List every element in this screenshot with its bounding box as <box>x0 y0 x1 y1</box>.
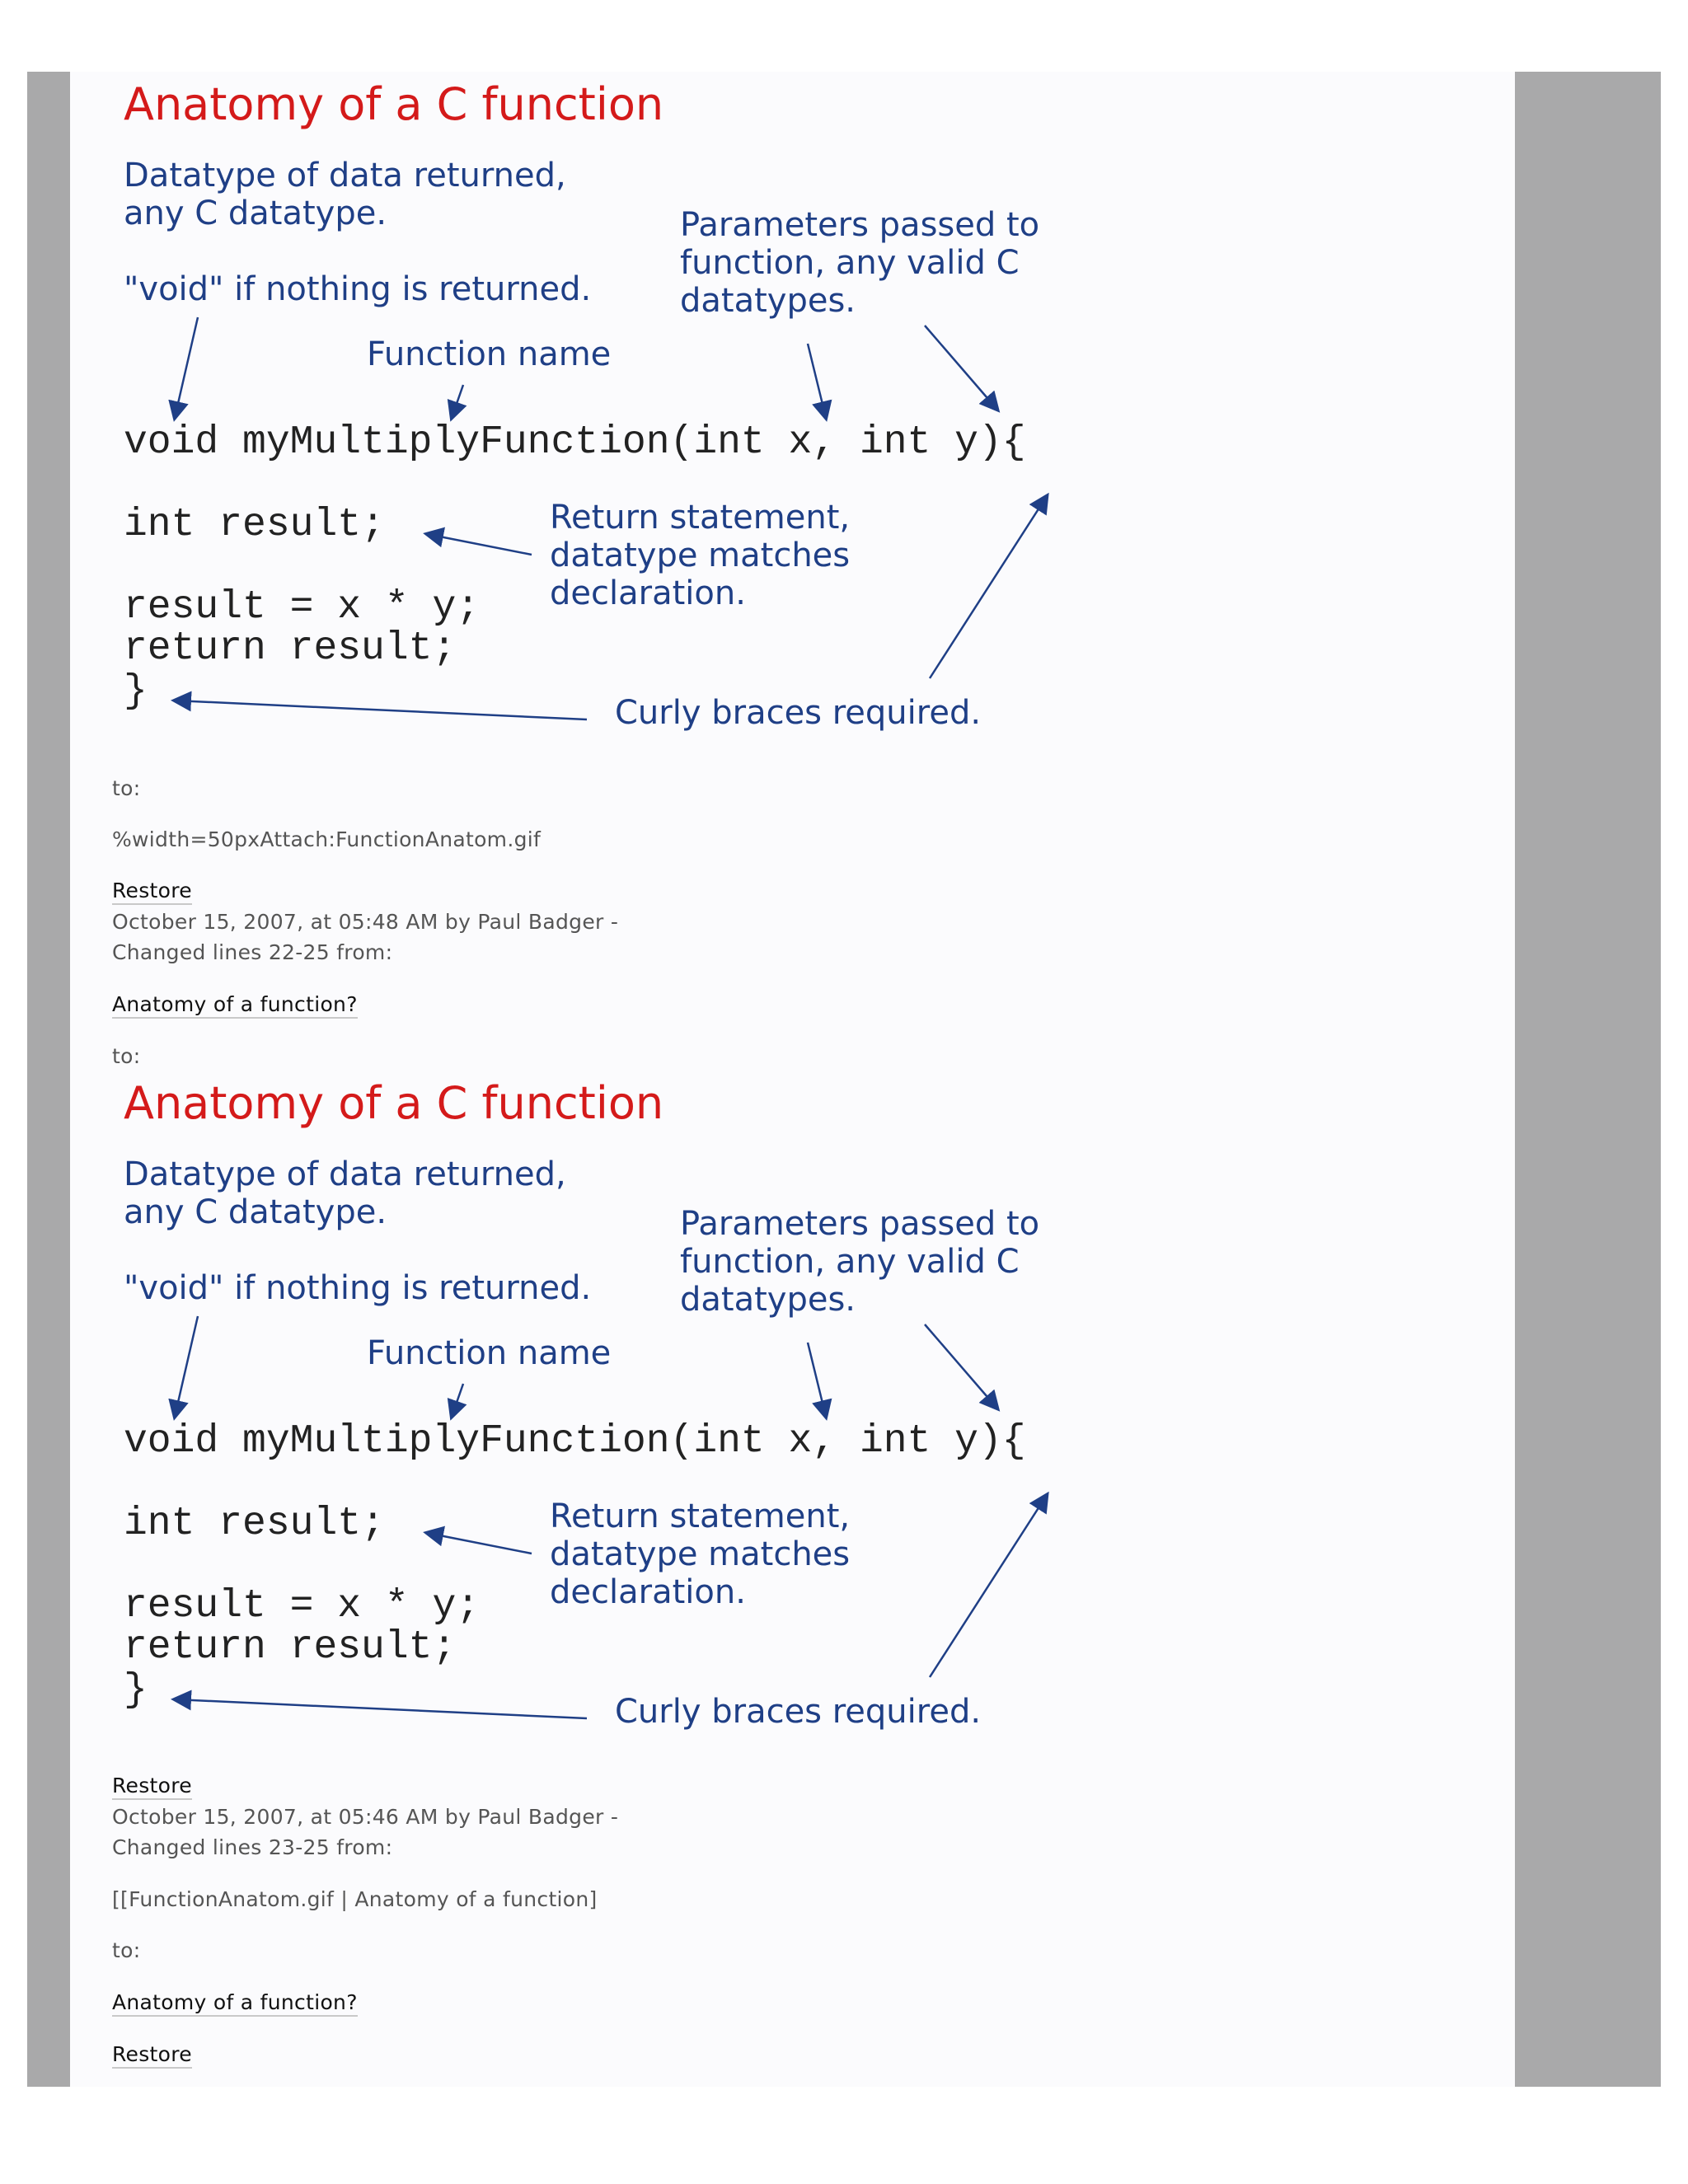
diff-attach-line: %width=50pxAttach:FunctionAnatom.gif <box>112 827 542 851</box>
annotation-line: function, any valid C <box>680 1243 1020 1281</box>
annotation-void: "void" if nothing is returned. <box>124 1269 592 1307</box>
figure-title: Anatomy of a C function <box>124 78 664 130</box>
code-return: return result; <box>124 1625 457 1670</box>
diff-to-label: to: <box>112 1044 141 1068</box>
code-signature: void myMultiplyFunction(int x, int y){ <box>124 420 1026 465</box>
left-rail <box>27 72 70 2087</box>
diff-to-label: to: <box>112 776 141 800</box>
annotation-line: datatypes. <box>680 282 856 320</box>
right-rail <box>1515 72 1661 2087</box>
annotation-line: Datatype of data returned, <box>124 157 566 194</box>
annotation-return-statement <box>550 499 850 612</box>
code-declaration: int result; <box>124 1502 385 1546</box>
annotation-return-statement <box>550 1497 850 1611</box>
diff-from-text: [[FunctionAnatom.gif | Anatomy of a function] <box>112 1887 598 1911</box>
annotation-line: declaration. <box>550 1573 746 1611</box>
revision-change-summary: Changed lines 22-25 from: <box>112 940 393 964</box>
revision-change-summary: Changed lines 23-25 from: <box>112 1835 393 1859</box>
annotation-line: function, any valid C <box>680 244 1020 282</box>
code-closing-brace: } <box>124 1668 148 1713</box>
annotation-curly-braces: Curly braces required. <box>615 1693 982 1731</box>
revision-meta: October 15, 2007, at 05:48 AM by Paul Badger - <box>112 910 619 934</box>
annotation-line: any C datatype. <box>124 194 387 232</box>
annotation-line: datatype matches <box>550 1535 851 1573</box>
code-closing-brace: } <box>124 669 148 714</box>
annotation-void: "void" if nothing is returned. <box>124 270 592 308</box>
function-anatomy-figure <box>115 1077 1071 1769</box>
annotation-line: Return statement, <box>550 499 851 537</box>
restore-link[interactable]: Restore <box>112 879 192 905</box>
code-signature: void myMultiplyFunction(int x, int y){ <box>124 1419 1026 1464</box>
code-declaration: int result; <box>124 503 385 547</box>
code-return: return result; <box>124 626 457 671</box>
annotation-function-name: Function name <box>367 1334 612 1372</box>
revision-meta: October 15, 2007, at 05:46 AM by Paul Badger - <box>112 1805 619 1829</box>
annotation-parameters <box>680 206 1039 320</box>
anatomy-function-link[interactable]: Anatomy of a function? <box>112 992 358 1019</box>
annotation-line: datatypes. <box>680 1281 856 1319</box>
annotation-line: Parameters passed to <box>680 206 1040 244</box>
code-assignment: result = x * y; <box>124 1584 481 1629</box>
annotation-parameters <box>680 1205 1039 1319</box>
code-assignment: result = x * y; <box>124 585 481 630</box>
annotation-function-name: Function name <box>367 335 612 373</box>
annotation-line: Parameters passed to <box>680 1205 1040 1243</box>
restore-link[interactable]: Restore <box>112 1774 192 1800</box>
figure-title: Anatomy of a C function <box>124 1077 664 1129</box>
annotation-line: Datatype of data returned, <box>124 1155 566 1193</box>
annotation-line: Return statement, <box>550 1497 851 1535</box>
annotation-return-datatype <box>124 157 566 232</box>
restore-link[interactable]: Restore <box>112 2042 192 2069</box>
annotation-line: any C datatype. <box>124 1193 387 1231</box>
annotation-curly-braces: Curly braces required. <box>615 694 982 732</box>
annotation-line: declaration. <box>550 574 746 612</box>
annotation-return-datatype <box>124 1155 566 1231</box>
anatomy-function-link[interactable]: Anatomy of a function? <box>112 1990 358 2017</box>
diff-to-label: to: <box>112 1938 141 1962</box>
function-anatomy-figure <box>115 78 1071 771</box>
annotation-line: datatype matches <box>550 537 851 574</box>
